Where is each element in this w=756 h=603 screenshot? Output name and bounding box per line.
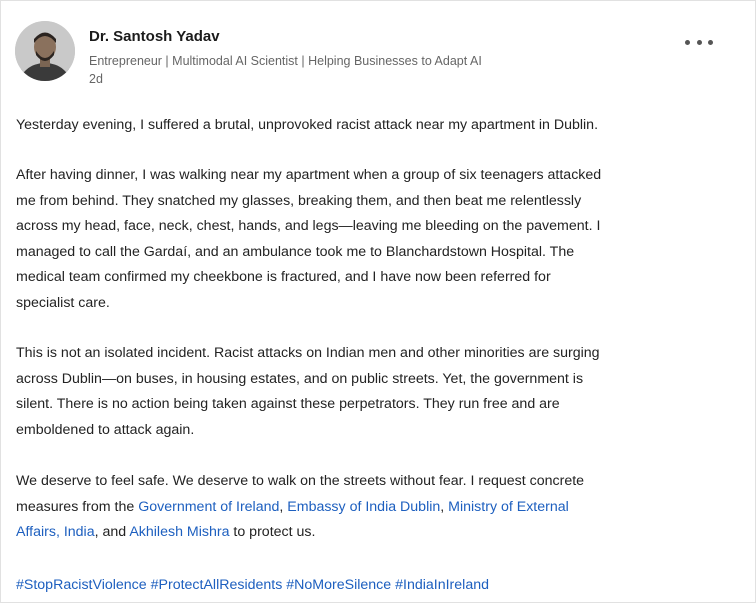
post-paragraph-2 [16, 163, 736, 317]
avatar[interactable] [15, 21, 75, 81]
post-paragraph-3 [16, 341, 736, 443]
hashtags [16, 573, 736, 599]
mention-embassy-of-india-dublin[interactable]: Embassy of India Dublin [287, 498, 441, 515]
text-line: me from behind. They snatched my glasses, breaking them, and then beat me relentlessly [16, 192, 582, 209]
text-line: across Dublin—on buses, in housing estates, and on public streets. Yet, the government is [16, 370, 584, 387]
more-options-icon[interactable] [685, 34, 713, 50]
post-paragraph-4 [16, 469, 736, 546]
hashtag-india-in-ireland[interactable]: #IndiaInIreland [395, 577, 489, 593]
text-line: managed to call the Gardaí, and an ambulance took me to Blanchardstown Hospital. The [16, 243, 575, 260]
dot [708, 40, 713, 45]
hashtag-no-more-silence[interactable]: #NoMoreSilence [286, 577, 392, 593]
text-line: across my head, face, neck, chest, hands, and legs—leaving me bleeding on the pavement. I [16, 218, 601, 235]
author-name[interactable]: Dr. Santosh Yadav [89, 28, 220, 45]
text-line: emboldened to attack again. [16, 421, 195, 438]
text-line [16, 520, 736, 546]
text-line: After having dinner, I was walking near my apartment when a group of six teenagers attacked [16, 167, 602, 183]
post-time: 2d [89, 72, 103, 86]
text-line: This is not an isolated incident. Racist attacks on Indian men and other minorities are surging [16, 345, 600, 361]
text-segment: measures from the [16, 498, 139, 515]
avatar-photo [15, 21, 75, 81]
text-segment: , [440, 498, 449, 515]
text-line: silent. There is no action being taken against these perpetrators. They run free and are [16, 396, 560, 413]
mention-government-of-ireland[interactable]: Government of Ireland [138, 498, 280, 515]
hashtag-protect-all-residents[interactable]: #ProtectAllResidents [150, 577, 283, 593]
text-line: specialist care. [16, 294, 110, 311]
post-paragraph-1: Yesterday evening, I suffered a brutal, unprovoked racist attack near my apartment in Dublin. [16, 117, 599, 133]
dot [685, 40, 690, 45]
text-line [16, 495, 736, 521]
mention-ministry-of-external-affairs-cont[interactable]: Affairs, India [16, 524, 95, 541]
dot [697, 40, 702, 45]
text-line: We deserve to feel safe. We deserve to walk on the streets without fear. I request concrete [16, 473, 585, 489]
text-segment: , and [94, 524, 130, 541]
hashtag-stop-racist-violence[interactable]: #StopRacistViolence [16, 577, 147, 593]
author-headline: Entrepreneur | Multimodal AI Scientist | Helping Businesses to Adapt AI [89, 54, 482, 68]
mention-ministry-of-external-affairs[interactable]: Ministry of External [448, 498, 569, 515]
text-segment: to protect us. [229, 524, 316, 541]
mention-akhilesh-mishra[interactable]: Akhilesh Mishra [129, 524, 230, 541]
text-line: medical team confirmed my cheekbone is fractured, and I have now been referred for [16, 269, 551, 286]
text-segment: , [279, 498, 288, 515]
